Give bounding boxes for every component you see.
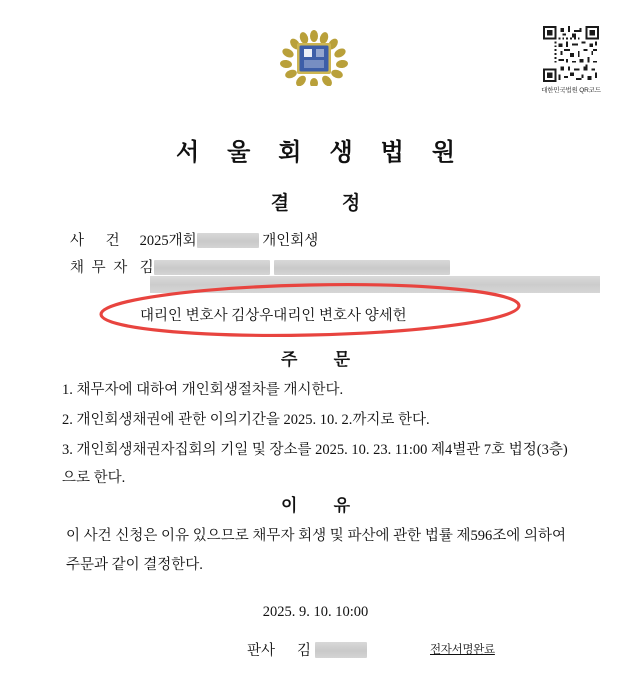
case-type: 개인회생: [262, 233, 319, 249]
qr-code-icon[interactable]: [543, 26, 599, 82]
redaction-debtor-name: [154, 260, 270, 275]
qr-caption: 대한민국법원 QR코드: [541, 87, 601, 94]
debtor-surname: 김: [139, 260, 154, 276]
redaction-judge-name: [315, 642, 367, 658]
attorney-line: 대리인 변호사 김상우대리인 변호사 양세헌: [140, 308, 407, 324]
list-item: 1. 채무자에 대하여 개인회생절차를 개시한다.: [62, 382, 344, 398]
case-number-prefix: 2025개회: [139, 233, 197, 249]
judge-label: 판사: [247, 643, 276, 659]
list-item: 2. 개인회생채권에 관한 이의기간을 2025. 10. 2.까지로 한다.: [62, 412, 430, 428]
electronic-signature-stamp: 전자서명완료: [430, 644, 495, 656]
order-list: [62, 376, 574, 494]
redaction-debtor-detail: [274, 260, 450, 275]
judge-line: [247, 639, 367, 660]
list-item: 3. 개인회생채권자집회의 기일 및 장소를 2025. 10. 23. 11:00 제4별관 7호 법정(3층)으로 한다.: [62, 442, 568, 486]
document-title: 결 정: [270, 193, 385, 214]
court-title: 서 울 회 생 법 원: [175, 140, 467, 166]
case-row: [70, 229, 318, 250]
decision-date: 2025. 9. 10. 10:00: [262, 604, 369, 620]
reason-paragraph: 이 사건 신청은 이유 있으므로 채무자 회생 및 파산에 관한 법률 제596조에 의하여 주문과 같이 결정한다.: [66, 528, 566, 573]
debtor-label: 채 무 자: [70, 260, 130, 276]
qr-block: [529, 26, 613, 94]
redaction-case-number: [197, 233, 259, 248]
case-label: 사 건: [70, 233, 129, 249]
redaction-debtor-address: [150, 276, 600, 293]
debtor-row: [70, 256, 450, 277]
korean-court-emblem-icon: [277, 30, 351, 86]
judge-surname: 김: [297, 643, 312, 659]
reason-section-heading: 이 유: [280, 496, 367, 515]
order-section-heading: 주 문: [280, 350, 367, 369]
